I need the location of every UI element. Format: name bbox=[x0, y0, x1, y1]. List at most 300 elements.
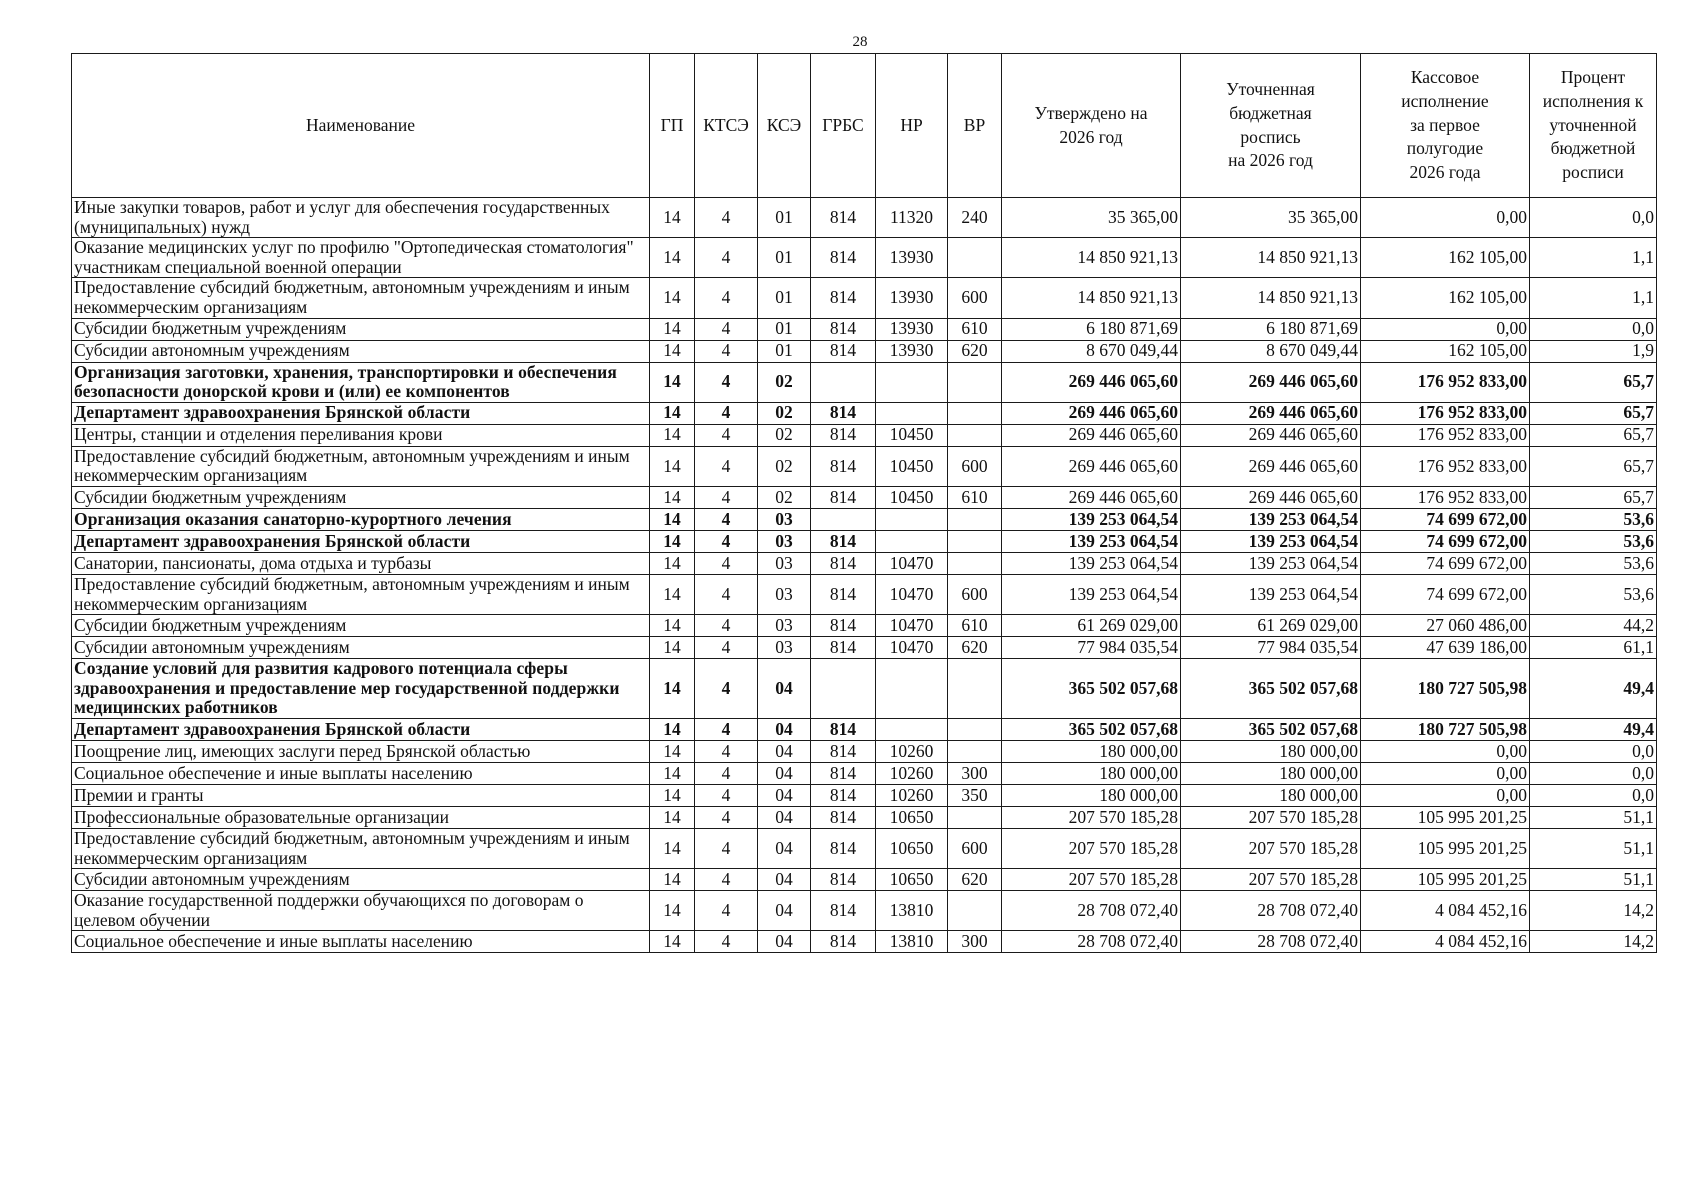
cell-cash: 74 699 672,00 bbox=[1361, 508, 1530, 530]
cell-cash: 74 699 672,00 bbox=[1361, 574, 1530, 614]
cell-name: Предоставление субсидий бюджетным, автономным учреждениям и иным некоммерческим организациям bbox=[72, 828, 650, 868]
table-row bbox=[72, 931, 1657, 953]
cell-nr bbox=[876, 718, 948, 740]
header-cash: Кассовое исполнение за первое полугодие 2026 года bbox=[1361, 54, 1530, 198]
cell-kse: 03 bbox=[758, 615, 811, 637]
cell-percent: 65,7 bbox=[1530, 424, 1657, 446]
cell-percent: 0,0 bbox=[1530, 740, 1657, 762]
cell-ktse: 4 bbox=[695, 552, 758, 574]
cell-kse: 02 bbox=[758, 362, 811, 402]
cell-vr bbox=[948, 659, 1002, 719]
cell-vr bbox=[948, 238, 1002, 278]
cell-nr bbox=[876, 402, 948, 424]
table-row bbox=[72, 552, 1657, 574]
cell-vr: 600 bbox=[948, 828, 1002, 868]
cell-vr bbox=[948, 806, 1002, 828]
header-approved: Утверждено на 2026 год bbox=[1002, 54, 1181, 198]
cell-percent: 49,4 bbox=[1530, 659, 1657, 719]
cell-ktse: 4 bbox=[695, 278, 758, 318]
cell-ktse: 4 bbox=[695, 740, 758, 762]
cell-refined: 139 253 064,54 bbox=[1181, 552, 1361, 574]
cell-kse: 04 bbox=[758, 828, 811, 868]
cell-name: Субсидии автономным учреждениям bbox=[72, 637, 650, 659]
cell-name: Субсидии бюджетным учреждениям bbox=[72, 615, 650, 637]
cell-gp: 14 bbox=[650, 762, 695, 784]
cell-gp: 14 bbox=[650, 238, 695, 278]
cell-vr bbox=[948, 424, 1002, 446]
cell-gp: 14 bbox=[650, 740, 695, 762]
cell-ktse: 4 bbox=[695, 828, 758, 868]
cell-ktse: 4 bbox=[695, 530, 758, 552]
cell-grbs bbox=[811, 508, 876, 530]
cell-grbs: 814 bbox=[811, 340, 876, 362]
cell-gp: 14 bbox=[650, 552, 695, 574]
header-refined: Уточненная бюджетная роспись на 2026 год bbox=[1181, 54, 1361, 198]
cell-refined: 207 570 185,28 bbox=[1181, 869, 1361, 891]
cell-nr: 10260 bbox=[876, 762, 948, 784]
cell-cash: 105 995 201,25 bbox=[1361, 869, 1530, 891]
cell-approved: 269 446 065,60 bbox=[1002, 362, 1181, 402]
cell-approved: 207 570 185,28 bbox=[1002, 869, 1181, 891]
cell-kse: 04 bbox=[758, 740, 811, 762]
cell-approved: 365 502 057,68 bbox=[1002, 659, 1181, 719]
cell-name: Субсидии бюджетным учреждениям bbox=[72, 318, 650, 340]
cell-nr: 10260 bbox=[876, 740, 948, 762]
cell-percent: 53,6 bbox=[1530, 530, 1657, 552]
cell-nr: 13930 bbox=[876, 340, 948, 362]
cell-refined: 77 984 035,54 bbox=[1181, 637, 1361, 659]
table-row bbox=[72, 402, 1657, 424]
cell-kse: 01 bbox=[758, 278, 811, 318]
cell-name: Организация заготовки, хранения, транспортировки и обеспечения безопасности донорской крови и (или) ее компонентов bbox=[72, 362, 650, 402]
cell-cash: 162 105,00 bbox=[1361, 278, 1530, 318]
cell-nr: 10450 bbox=[876, 424, 948, 446]
header-name: Наименование bbox=[72, 54, 650, 198]
cell-name: Социальное обеспечение и иные выплаты населению bbox=[72, 931, 650, 953]
cell-refined: 28 708 072,40 bbox=[1181, 931, 1361, 953]
cell-refined: 139 253 064,54 bbox=[1181, 508, 1361, 530]
cell-name: Иные закупки товаров, работ и услуг для обеспечения государственных (муниципальных) нужд bbox=[72, 198, 650, 238]
cell-approved: 28 708 072,40 bbox=[1002, 891, 1181, 931]
cell-nr: 10650 bbox=[876, 806, 948, 828]
cell-percent: 61,1 bbox=[1530, 637, 1657, 659]
cell-refined: 365 502 057,68 bbox=[1181, 718, 1361, 740]
table-row bbox=[72, 806, 1657, 828]
cell-grbs: 814 bbox=[811, 318, 876, 340]
cell-refined: 269 446 065,60 bbox=[1181, 424, 1361, 446]
cell-kse: 02 bbox=[758, 402, 811, 424]
cell-refined: 180 000,00 bbox=[1181, 784, 1361, 806]
table-row bbox=[72, 574, 1657, 614]
cell-vr: 620 bbox=[948, 637, 1002, 659]
cell-nr: 10450 bbox=[876, 486, 948, 508]
cell-approved: 269 446 065,60 bbox=[1002, 424, 1181, 446]
cell-approved: 6 180 871,69 bbox=[1002, 318, 1181, 340]
cell-percent: 53,6 bbox=[1530, 508, 1657, 530]
cell-ktse: 4 bbox=[695, 424, 758, 446]
cell-approved: 35 365,00 bbox=[1002, 198, 1181, 238]
cell-cash: 176 952 833,00 bbox=[1361, 486, 1530, 508]
cell-name: Премии и гранты bbox=[72, 784, 650, 806]
cell-grbs: 814 bbox=[811, 806, 876, 828]
cell-grbs: 814 bbox=[811, 486, 876, 508]
table-row bbox=[72, 740, 1657, 762]
cell-vr bbox=[948, 508, 1002, 530]
cell-kse: 02 bbox=[758, 424, 811, 446]
cell-nr bbox=[876, 530, 948, 552]
cell-kse: 03 bbox=[758, 508, 811, 530]
cell-cash: 0,00 bbox=[1361, 740, 1530, 762]
cell-approved: 77 984 035,54 bbox=[1002, 637, 1181, 659]
cell-kse: 04 bbox=[758, 869, 811, 891]
cell-name: Предоставление субсидий бюджетным, автономным учреждениям и иным некоммерческим организациям bbox=[72, 574, 650, 614]
cell-refined: 180 000,00 bbox=[1181, 740, 1361, 762]
cell-name: Профессиональные образовательные организации bbox=[72, 806, 650, 828]
cell-approved: 180 000,00 bbox=[1002, 740, 1181, 762]
cell-kse: 02 bbox=[758, 486, 811, 508]
table-row bbox=[72, 615, 1657, 637]
cell-percent: 44,2 bbox=[1530, 615, 1657, 637]
cell-kse: 04 bbox=[758, 891, 811, 931]
cell-gp: 14 bbox=[650, 615, 695, 637]
cell-ktse: 4 bbox=[695, 340, 758, 362]
cell-grbs bbox=[811, 659, 876, 719]
cell-kse: 03 bbox=[758, 530, 811, 552]
cell-percent: 65,7 bbox=[1530, 446, 1657, 486]
cell-approved: 139 253 064,54 bbox=[1002, 530, 1181, 552]
cell-gp: 14 bbox=[650, 806, 695, 828]
cell-nr: 10470 bbox=[876, 574, 948, 614]
cell-ktse: 4 bbox=[695, 198, 758, 238]
cell-grbs: 814 bbox=[811, 424, 876, 446]
cell-name: Субсидии автономным учреждениям bbox=[72, 869, 650, 891]
cell-approved: 139 253 064,54 bbox=[1002, 552, 1181, 574]
cell-kse: 01 bbox=[758, 238, 811, 278]
cell-name: Организация оказания санаторно-курортного лечения bbox=[72, 508, 650, 530]
cell-vr bbox=[948, 740, 1002, 762]
cell-ktse: 4 bbox=[695, 238, 758, 278]
cell-approved: 180 000,00 bbox=[1002, 762, 1181, 784]
page-number: 28 bbox=[852, 34, 868, 50]
cell-grbs: 814 bbox=[811, 869, 876, 891]
cell-refined: 207 570 185,28 bbox=[1181, 806, 1361, 828]
cell-refined: 207 570 185,28 bbox=[1181, 828, 1361, 868]
cell-grbs: 814 bbox=[811, 891, 876, 931]
cell-kse: 04 bbox=[758, 806, 811, 828]
cell-ktse: 4 bbox=[695, 806, 758, 828]
cell-ktse: 4 bbox=[695, 637, 758, 659]
cell-nr: 13810 bbox=[876, 931, 948, 953]
cell-grbs: 814 bbox=[811, 784, 876, 806]
cell-grbs: 814 bbox=[811, 574, 876, 614]
cell-nr bbox=[876, 659, 948, 719]
cell-vr: 300 bbox=[948, 931, 1002, 953]
cell-nr: 10650 bbox=[876, 828, 948, 868]
table-row bbox=[72, 486, 1657, 508]
cell-gp: 14 bbox=[650, 637, 695, 659]
cell-refined: 180 000,00 bbox=[1181, 762, 1361, 784]
cell-cash: 180 727 505,98 bbox=[1361, 718, 1530, 740]
cell-kse: 03 bbox=[758, 637, 811, 659]
cell-refined: 365 502 057,68 bbox=[1181, 659, 1361, 719]
cell-cash: 176 952 833,00 bbox=[1361, 446, 1530, 486]
table-row bbox=[72, 362, 1657, 402]
table-row bbox=[72, 637, 1657, 659]
cell-grbs: 814 bbox=[811, 637, 876, 659]
table-row bbox=[72, 278, 1657, 318]
cell-refined: 6 180 871,69 bbox=[1181, 318, 1361, 340]
cell-grbs: 814 bbox=[811, 552, 876, 574]
cell-name: Департамент здравоохранения Брянской области bbox=[72, 530, 650, 552]
cell-grbs: 814 bbox=[811, 238, 876, 278]
table-row bbox=[72, 508, 1657, 530]
table-row bbox=[72, 718, 1657, 740]
cell-approved: 269 446 065,60 bbox=[1002, 486, 1181, 508]
table-row bbox=[72, 318, 1657, 340]
cell-nr: 10650 bbox=[876, 869, 948, 891]
cell-kse: 04 bbox=[758, 931, 811, 953]
cell-kse: 02 bbox=[758, 446, 811, 486]
cell-gp: 14 bbox=[650, 718, 695, 740]
cell-cash: 105 995 201,25 bbox=[1361, 806, 1530, 828]
header-kse: КСЭ bbox=[758, 54, 811, 198]
cell-vr: 610 bbox=[948, 318, 1002, 340]
cell-percent: 51,1 bbox=[1530, 806, 1657, 828]
cell-gp: 14 bbox=[650, 198, 695, 238]
cell-approved: 207 570 185,28 bbox=[1002, 828, 1181, 868]
table-row bbox=[72, 446, 1657, 486]
cell-approved: 8 670 049,44 bbox=[1002, 340, 1181, 362]
cell-nr: 13930 bbox=[876, 318, 948, 340]
cell-refined: 61 269 029,00 bbox=[1181, 615, 1361, 637]
cell-percent: 0,0 bbox=[1530, 198, 1657, 238]
cell-name: Субсидии бюджетным учреждениям bbox=[72, 486, 650, 508]
cell-vr: 350 bbox=[948, 784, 1002, 806]
cell-refined: 139 253 064,54 bbox=[1181, 574, 1361, 614]
cell-nr: 13810 bbox=[876, 891, 948, 931]
cell-percent: 65,7 bbox=[1530, 486, 1657, 508]
cell-refined: 139 253 064,54 bbox=[1181, 530, 1361, 552]
cell-name: Предоставление субсидий бюджетным, автономным учреждениям и иным некоммерческим организациям bbox=[72, 446, 650, 486]
cell-percent: 51,1 bbox=[1530, 869, 1657, 891]
cell-vr: 620 bbox=[948, 340, 1002, 362]
cell-vr: 610 bbox=[948, 486, 1002, 508]
cell-name: Центры, станции и отделения переливания крови bbox=[72, 424, 650, 446]
table-row bbox=[72, 238, 1657, 278]
cell-ktse: 4 bbox=[695, 931, 758, 953]
cell-cash: 4 084 452,16 bbox=[1361, 891, 1530, 931]
cell-gp: 14 bbox=[650, 340, 695, 362]
cell-grbs: 814 bbox=[811, 402, 876, 424]
cell-ktse: 4 bbox=[695, 762, 758, 784]
cell-nr: 13930 bbox=[876, 278, 948, 318]
cell-percent: 14,2 bbox=[1530, 891, 1657, 931]
cell-name: Оказание медицинских услуг по профилю "Ортопедическая стоматология" участникам специальной военной операции bbox=[72, 238, 650, 278]
cell-refined: 14 850 921,13 bbox=[1181, 238, 1361, 278]
cell-refined: 35 365,00 bbox=[1181, 198, 1361, 238]
cell-name: Департамент здравоохранения Брянской области bbox=[72, 718, 650, 740]
cell-refined: 269 446 065,60 bbox=[1181, 362, 1361, 402]
cell-percent: 0,0 bbox=[1530, 318, 1657, 340]
cell-cash: 0,00 bbox=[1361, 198, 1530, 238]
cell-kse: 01 bbox=[758, 318, 811, 340]
cell-kse: 01 bbox=[758, 340, 811, 362]
cell-cash: 4 084 452,16 bbox=[1361, 931, 1530, 953]
cell-name: Предоставление субсидий бюджетным, автономным учреждениям и иным некоммерческим организациям bbox=[72, 278, 650, 318]
cell-grbs: 814 bbox=[811, 198, 876, 238]
cell-gp: 14 bbox=[650, 828, 695, 868]
cell-vr: 240 bbox=[948, 198, 1002, 238]
table-row bbox=[72, 659, 1657, 719]
cell-vr bbox=[948, 718, 1002, 740]
cell-grbs: 814 bbox=[811, 278, 876, 318]
cell-cash: 162 105,00 bbox=[1361, 340, 1530, 362]
cell-gp: 14 bbox=[650, 424, 695, 446]
cell-percent: 1,1 bbox=[1530, 278, 1657, 318]
cell-vr: 300 bbox=[948, 762, 1002, 784]
cell-refined: 269 446 065,60 bbox=[1181, 446, 1361, 486]
cell-cash: 176 952 833,00 bbox=[1361, 402, 1530, 424]
table-row bbox=[72, 891, 1657, 931]
cell-percent: 0,0 bbox=[1530, 762, 1657, 784]
table-row bbox=[72, 828, 1657, 868]
cell-percent: 1,1 bbox=[1530, 238, 1657, 278]
cell-ktse: 4 bbox=[695, 362, 758, 402]
cell-vr: 610 bbox=[948, 615, 1002, 637]
cell-ktse: 4 bbox=[695, 318, 758, 340]
cell-vr: 600 bbox=[948, 446, 1002, 486]
cell-name: Оказание государственной поддержки обучающихся по договорам о целевом обучении bbox=[72, 891, 650, 931]
cell-kse: 04 bbox=[758, 659, 811, 719]
budget-execution-table bbox=[71, 53, 1657, 953]
cell-ktse: 4 bbox=[695, 446, 758, 486]
cell-kse: 03 bbox=[758, 574, 811, 614]
cell-gp: 14 bbox=[650, 362, 695, 402]
cell-cash: 180 727 505,98 bbox=[1361, 659, 1530, 719]
cell-gp: 14 bbox=[650, 784, 695, 806]
cell-approved: 180 000,00 bbox=[1002, 784, 1181, 806]
cell-percent: 65,7 bbox=[1530, 402, 1657, 424]
cell-cash: 176 952 833,00 bbox=[1361, 362, 1530, 402]
cell-gp: 14 bbox=[650, 508, 695, 530]
cell-percent: 51,1 bbox=[1530, 828, 1657, 868]
cell-gp: 14 bbox=[650, 659, 695, 719]
cell-ktse: 4 bbox=[695, 718, 758, 740]
cell-ktse: 4 bbox=[695, 615, 758, 637]
cell-vr: 600 bbox=[948, 278, 1002, 318]
table-row bbox=[72, 762, 1657, 784]
header-row bbox=[72, 54, 1657, 198]
cell-approved: 14 850 921,13 bbox=[1002, 278, 1181, 318]
cell-percent: 1,9 bbox=[1530, 340, 1657, 362]
header-gp: ГП bbox=[650, 54, 695, 198]
cell-name: Создание условий для развития кадрового потенциала сферы здравоохранения и предоставление мер государственной поддержки медицинских работников bbox=[72, 659, 650, 719]
cell-grbs: 814 bbox=[811, 530, 876, 552]
cell-grbs: 814 bbox=[811, 931, 876, 953]
table-row bbox=[72, 424, 1657, 446]
cell-refined: 28 708 072,40 bbox=[1181, 891, 1361, 931]
cell-gp: 14 bbox=[650, 446, 695, 486]
cell-ktse: 4 bbox=[695, 891, 758, 931]
cell-ktse: 4 bbox=[695, 402, 758, 424]
cell-ktse: 4 bbox=[695, 486, 758, 508]
cell-cash: 176 952 833,00 bbox=[1361, 424, 1530, 446]
cell-refined: 8 670 049,44 bbox=[1181, 340, 1361, 362]
table-header bbox=[72, 54, 1657, 198]
cell-gp: 14 bbox=[650, 402, 695, 424]
cell-kse: 04 bbox=[758, 784, 811, 806]
cell-cash: 0,00 bbox=[1361, 762, 1530, 784]
cell-percent: 53,6 bbox=[1530, 552, 1657, 574]
cell-name: Санатории, пансионаты, дома отдыха и турбазы bbox=[72, 552, 650, 574]
header-nr: НР bbox=[876, 54, 948, 198]
cell-gp: 14 bbox=[650, 869, 695, 891]
cell-vr bbox=[948, 530, 1002, 552]
cell-cash: 0,00 bbox=[1361, 784, 1530, 806]
cell-vr bbox=[948, 402, 1002, 424]
cell-refined: 269 446 065,60 bbox=[1181, 486, 1361, 508]
table-body bbox=[72, 198, 1657, 953]
cell-kse: 01 bbox=[758, 198, 811, 238]
header-grbs: ГРБС bbox=[811, 54, 876, 198]
cell-grbs: 814 bbox=[811, 828, 876, 868]
cell-grbs: 814 bbox=[811, 740, 876, 762]
table-row bbox=[72, 340, 1657, 362]
cell-vr: 600 bbox=[948, 574, 1002, 614]
cell-ktse: 4 bbox=[695, 574, 758, 614]
cell-cash: 74 699 672,00 bbox=[1361, 552, 1530, 574]
cell-name: Субсидии автономным учреждениям bbox=[72, 340, 650, 362]
cell-grbs: 814 bbox=[811, 615, 876, 637]
cell-refined: 269 446 065,60 bbox=[1181, 402, 1361, 424]
cell-grbs: 814 bbox=[811, 762, 876, 784]
cell-gp: 14 bbox=[650, 574, 695, 614]
cell-percent: 49,4 bbox=[1530, 718, 1657, 740]
cell-gp: 14 bbox=[650, 486, 695, 508]
cell-approved: 139 253 064,54 bbox=[1002, 574, 1181, 614]
cell-kse: 03 bbox=[758, 552, 811, 574]
cell-nr: 10260 bbox=[876, 784, 948, 806]
cell-name: Поощрение лиц, имеющих заслуги перед Брянской областью bbox=[72, 740, 650, 762]
cell-percent: 14,2 bbox=[1530, 931, 1657, 953]
cell-nr bbox=[876, 362, 948, 402]
cell-refined: 14 850 921,13 bbox=[1181, 278, 1361, 318]
cell-ktse: 4 bbox=[695, 784, 758, 806]
cell-nr: 10470 bbox=[876, 615, 948, 637]
cell-percent: 53,6 bbox=[1530, 574, 1657, 614]
cell-name: Департамент здравоохранения Брянской области bbox=[72, 402, 650, 424]
cell-nr: 10470 bbox=[876, 637, 948, 659]
cell-ktse: 4 bbox=[695, 659, 758, 719]
cell-approved: 269 446 065,60 bbox=[1002, 402, 1181, 424]
header-vr: ВР bbox=[948, 54, 1002, 198]
table-row bbox=[72, 198, 1657, 238]
cell-gp: 14 bbox=[650, 278, 695, 318]
cell-vr bbox=[948, 362, 1002, 402]
cell-kse: 04 bbox=[758, 718, 811, 740]
cell-approved: 139 253 064,54 bbox=[1002, 508, 1181, 530]
cell-gp: 14 bbox=[650, 530, 695, 552]
table-row bbox=[72, 784, 1657, 806]
cell-cash: 47 639 186,00 bbox=[1361, 637, 1530, 659]
cell-vr bbox=[948, 552, 1002, 574]
cell-percent: 65,7 bbox=[1530, 362, 1657, 402]
cell-grbs bbox=[811, 362, 876, 402]
cell-gp: 14 bbox=[650, 891, 695, 931]
cell-ktse: 4 bbox=[695, 869, 758, 891]
cell-vr bbox=[948, 891, 1002, 931]
cell-cash: 105 995 201,25 bbox=[1361, 828, 1530, 868]
